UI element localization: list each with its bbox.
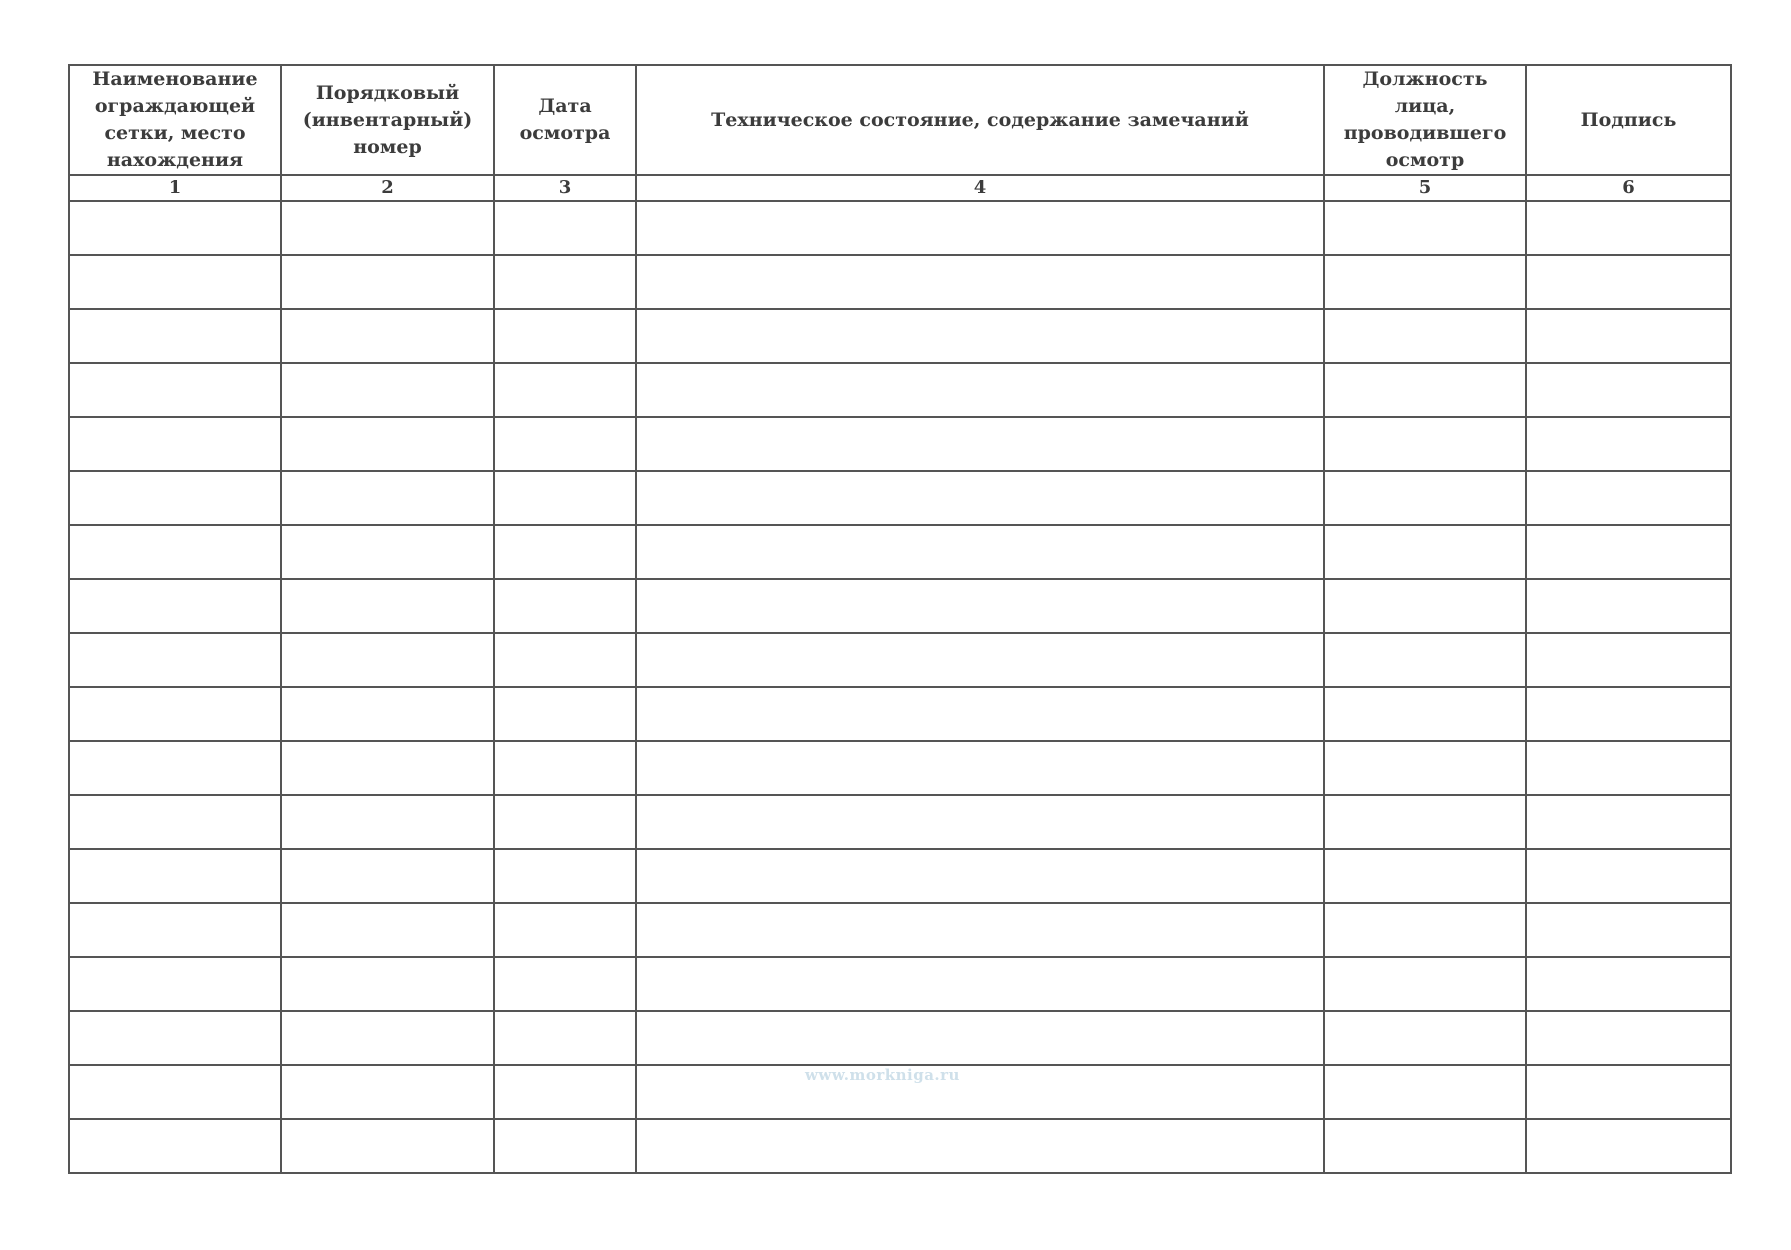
table-cell (1324, 201, 1526, 255)
table-row (69, 1011, 1731, 1065)
table-cell (494, 471, 636, 525)
col-number-4: 4 (636, 175, 1324, 201)
table-cell (281, 309, 494, 363)
header-row (69, 65, 1731, 175)
table-cell (494, 417, 636, 471)
table-cell (636, 201, 1324, 255)
table-row (69, 201, 1731, 255)
table-cell (281, 1065, 494, 1119)
col-header-inventory-number: Порядковый (инвентарный) номер (281, 65, 494, 175)
table-cell (636, 417, 1324, 471)
table-row (69, 417, 1731, 471)
col-number-3: 3 (494, 175, 636, 201)
table-cell (1324, 417, 1526, 471)
table-cell (494, 363, 636, 417)
table-cell (1324, 903, 1526, 957)
table-cell (1526, 957, 1731, 1011)
table-cell (1324, 255, 1526, 309)
table-row (69, 1119, 1731, 1173)
table-cell (1324, 741, 1526, 795)
table-row (69, 579, 1731, 633)
table-cell (281, 633, 494, 687)
table-cell (1526, 201, 1731, 255)
table-cell (494, 741, 636, 795)
table-cell (281, 795, 494, 849)
table-cell (281, 525, 494, 579)
table-cell (494, 1011, 636, 1065)
table-cell (1324, 579, 1526, 633)
table-cell (636, 687, 1324, 741)
table-cell (494, 1119, 636, 1173)
table-cell (281, 417, 494, 471)
table-cell (69, 741, 281, 795)
col-header-name-location: Наименование ограждающей сетки, место нахождения (69, 65, 281, 175)
inspection-table (68, 64, 1732, 1174)
table-cell (1324, 633, 1526, 687)
table-cell (494, 633, 636, 687)
table-cell (281, 957, 494, 1011)
table-row (69, 471, 1731, 525)
table-cell (1526, 579, 1731, 633)
table-cell (1526, 633, 1731, 687)
table-cell (1526, 363, 1731, 417)
table-cell (636, 957, 1324, 1011)
table-cell (1526, 1119, 1731, 1173)
table-cell (1324, 525, 1526, 579)
table-cell (69, 255, 281, 309)
col-number-2: 2 (281, 175, 494, 201)
table-cell (494, 255, 636, 309)
table-cell (1324, 795, 1526, 849)
table-row (69, 255, 1731, 309)
table-cell (636, 471, 1324, 525)
table-cell (69, 957, 281, 1011)
table-cell (281, 471, 494, 525)
table-row (69, 903, 1731, 957)
table-cell (636, 363, 1324, 417)
table-cell (1324, 1065, 1526, 1119)
table-cell (636, 741, 1324, 795)
table-cell (69, 363, 281, 417)
table-cell (494, 903, 636, 957)
col-header-technical-condition: Техническое состояние, содержание замечаний (636, 65, 1324, 175)
col-number-6: 6 (1526, 175, 1731, 201)
table-cell (69, 849, 281, 903)
table-row (69, 525, 1731, 579)
table-cell (281, 849, 494, 903)
table-row (69, 849, 1731, 903)
table-cell (636, 795, 1324, 849)
table-cell (69, 525, 281, 579)
table-cell (1526, 903, 1731, 957)
table-cell (69, 417, 281, 471)
table-cell (1324, 687, 1526, 741)
table-cell (494, 525, 636, 579)
table-cell (1526, 525, 1731, 579)
col-header-inspector-position: Должность лица, проводившего осмотр (1324, 65, 1526, 175)
table-cell (1526, 417, 1731, 471)
table-row (69, 741, 1731, 795)
table-cell (281, 1011, 494, 1065)
table-cell (1526, 687, 1731, 741)
column-number-row (69, 175, 1731, 201)
table-cell (1324, 309, 1526, 363)
table-cell (494, 957, 636, 1011)
inspection-journal-page (68, 64, 1730, 1174)
table-cell (281, 741, 494, 795)
table-cell (494, 201, 636, 255)
table-cell (69, 1065, 281, 1119)
table-cell (494, 687, 636, 741)
table-cell (69, 903, 281, 957)
table-cell (69, 633, 281, 687)
table-cell (69, 687, 281, 741)
table-row (69, 957, 1731, 1011)
col-number-5: 5 (1324, 175, 1526, 201)
table-cell (636, 1065, 1324, 1119)
table-cell (1526, 255, 1731, 309)
table-cell (1324, 1119, 1526, 1173)
table-cell (1526, 1011, 1731, 1065)
table-cell (1324, 471, 1526, 525)
table-body (69, 201, 1731, 1173)
table-cell (494, 1065, 636, 1119)
table-cell (636, 849, 1324, 903)
table-cell (281, 579, 494, 633)
table-cell (636, 525, 1324, 579)
col-header-inspection-date: Дата осмотра (494, 65, 636, 175)
table-cell (281, 1119, 494, 1173)
col-number-1: 1 (69, 175, 281, 201)
table-cell (281, 903, 494, 957)
table-cell (281, 201, 494, 255)
table-cell (1324, 957, 1526, 1011)
table-cell (636, 903, 1324, 957)
table-cell (1324, 363, 1526, 417)
table-row (69, 633, 1731, 687)
table-cell (1526, 471, 1731, 525)
table-cell (1526, 741, 1731, 795)
table-cell (1324, 1011, 1526, 1065)
table-cell (69, 471, 281, 525)
table-cell (1526, 795, 1731, 849)
table-cell (494, 849, 636, 903)
table-cell (636, 255, 1324, 309)
table-row (69, 795, 1731, 849)
table-cell (1526, 309, 1731, 363)
table-row (69, 363, 1731, 417)
table-cell (494, 309, 636, 363)
watermark-text: www.morkniga.ru (805, 1066, 960, 1084)
table-cell (281, 363, 494, 417)
table-cell (69, 309, 281, 363)
table-cell (1526, 849, 1731, 903)
table-row (69, 687, 1731, 741)
col-header-signature: Подпись (1526, 65, 1731, 175)
table-cell (281, 255, 494, 309)
table-cell (69, 201, 281, 255)
table-cell (494, 795, 636, 849)
table-cell (69, 579, 281, 633)
table-cell (636, 633, 1324, 687)
table-cell (1324, 849, 1526, 903)
table-cell (636, 1119, 1324, 1173)
table-cell (1526, 1065, 1731, 1119)
table-cell (69, 795, 281, 849)
table-cell (636, 309, 1324, 363)
table-cell (69, 1119, 281, 1173)
table-row (69, 309, 1731, 363)
table-cell (69, 1011, 281, 1065)
table-cell (281, 687, 494, 741)
table-cell (636, 579, 1324, 633)
table-cell (494, 579, 636, 633)
table-cell (636, 1011, 1324, 1065)
